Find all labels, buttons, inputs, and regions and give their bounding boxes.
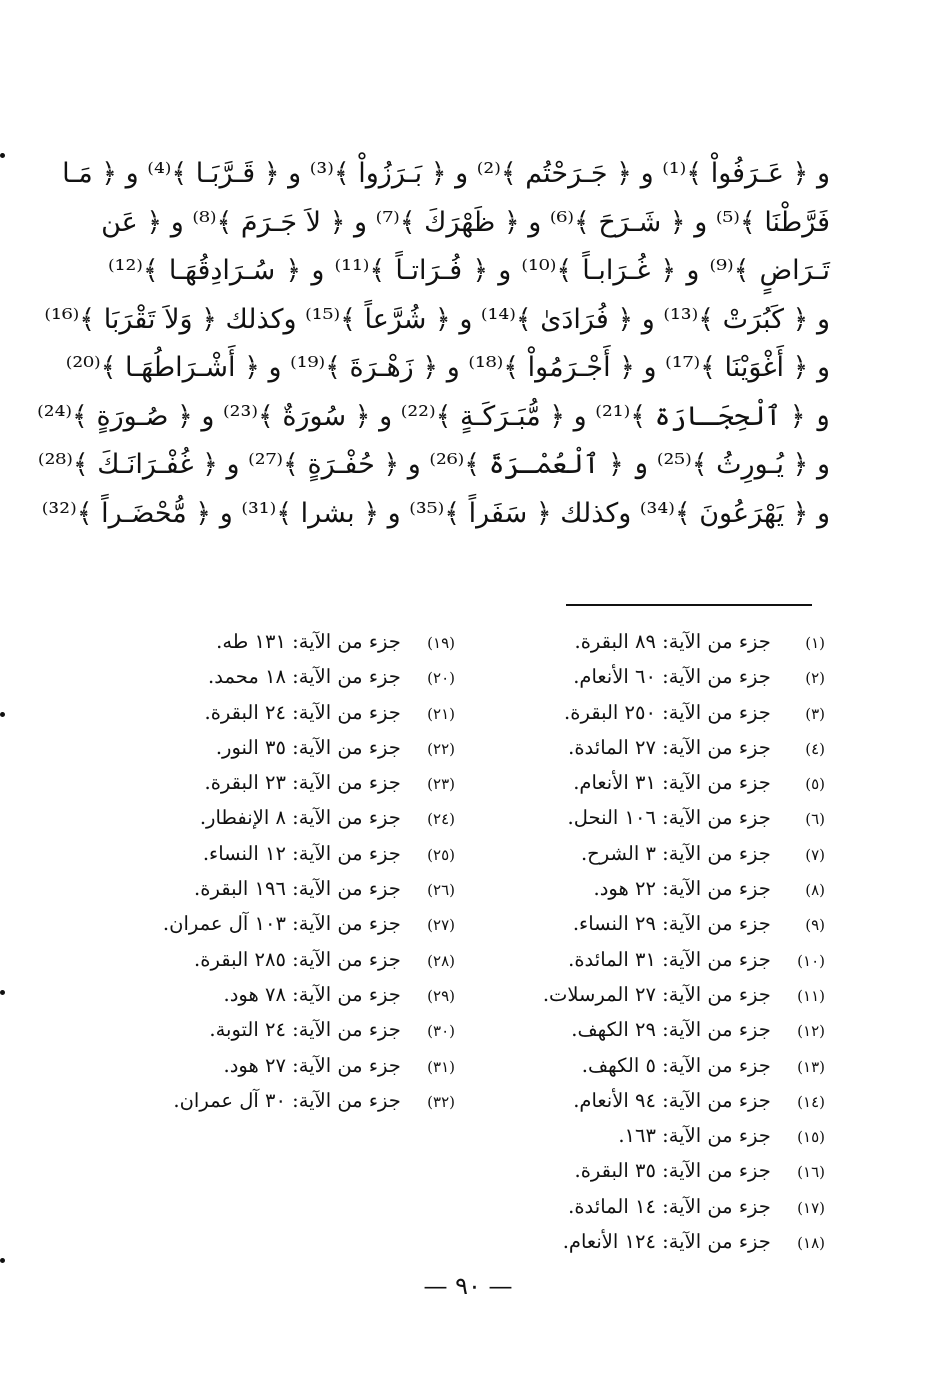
footnote-text: جزء من الآية: ٢٢ هود. <box>593 877 771 901</box>
footnote-item <box>90 624 455 659</box>
footnote-item <box>480 800 825 835</box>
main-text <box>37 150 830 538</box>
footnote-number: (١) <box>805 634 825 652</box>
footnote-text: جزء من الآية: ١٠٦ النحل. <box>567 806 771 830</box>
footnote-text: جزء من الآية: ٢٧ المرسلات. <box>542 982 771 1006</box>
footnote-text: جزء من الآية: ١٢ النساء. <box>202 841 401 865</box>
footnote-item <box>480 1083 825 1118</box>
footnote-item <box>480 871 825 906</box>
text-line: و ﴿ يُـورِثُ ﴾⁽²⁵⁾ و ﴿ ٱلْعُمْـرَةَ ﴾⁽²⁶⁾ و ﴿ حُفْـرَةٍ ﴾⁽²⁷⁾ و ﴿ غُفْـرَانَـكَ ﴾⁽²⁸⁾ <box>37 449 830 480</box>
footnote-number: (٢٨) <box>427 951 455 970</box>
text-line: و ﴿ عَـرَفُواْ ﴾⁽¹⁾ و ﴿ جَـرَحْتُم ﴾⁽²⁾ و ﴿ بَـرَزُواْ ﴾⁽³⁾ و ﴿ قَـرَّبَـا ﴾⁽⁴⁾ و ﴿ مَـا <box>62 158 830 189</box>
footnote-text: جزء من الآية: ٢٩ الكهف. <box>571 1018 771 1042</box>
footnote-number: (١٦) <box>797 1163 825 1182</box>
footnote-text: جزء من الآية: ٢٧ هود. <box>223 1053 401 1077</box>
footnote-number: (٣) <box>805 704 825 723</box>
footnote-number: (٩) <box>805 916 825 935</box>
margin-mark <box>0 712 5 717</box>
footnote-number: (٨) <box>805 881 825 900</box>
footnote-item <box>90 800 455 835</box>
footnote-number: (٢٢) <box>427 739 455 758</box>
footnote-item <box>90 695 455 730</box>
footnote-item <box>480 836 825 871</box>
footnote-text: جزء من الآية: ٨٩ البقرة. <box>574 630 771 653</box>
footnote-number: (١٢) <box>797 1022 825 1041</box>
footnote-item <box>480 695 825 730</box>
footnote-item <box>480 1153 825 1188</box>
footnote-number: (٢٠) <box>427 669 455 688</box>
footnote-text: جزء من الآية: ١٦٣. <box>618 1124 771 1148</box>
footnote-item <box>480 977 825 1012</box>
footnote-number: (٦) <box>805 810 825 829</box>
footnote-number: (٢٣) <box>427 775 455 794</box>
footnote-item <box>90 906 455 941</box>
footnote-text: جزء من الآية: ٩٤ الأنعام. <box>573 1088 771 1112</box>
footnote-item <box>480 1118 825 1153</box>
footnote-item <box>90 871 455 906</box>
footnote-text: جزء من الآية: ٢٩ النساء. <box>572 912 771 936</box>
footnote-number: (١٠) <box>797 951 825 970</box>
footnote-item <box>480 1189 825 1224</box>
footnotes-right-column <box>480 624 825 1259</box>
footnote-item <box>480 765 825 800</box>
footnote-item <box>480 942 825 977</box>
footnote-number: (٧) <box>805 845 825 864</box>
footnote-text: جزء من الآية: ٧٨ هود. <box>223 982 401 1006</box>
footnote-item <box>480 1224 825 1259</box>
footnote-number: (٥) <box>805 775 825 794</box>
footnote-number: (١٨) <box>797 1234 825 1253</box>
footnote-item <box>480 659 825 694</box>
footnote-item <box>480 730 825 765</box>
footnote-separator <box>566 604 812 606</box>
footnote-text: جزء من الآية: ١٤ المائدة. <box>568 1194 771 1218</box>
footnote-text: جزء من الآية: ٨ الإنفطار. <box>199 806 401 830</box>
footnote-text: جزء من الآية: ١٩٦ البقرة. <box>194 877 401 901</box>
footnote-number: (٢) <box>805 669 825 688</box>
footnote-item <box>480 1012 825 1047</box>
footnote-text: جزء من الآية: ٢٣ البقرة. <box>204 771 401 795</box>
footnote-number: (١٣) <box>797 1057 825 1076</box>
footnote-item <box>480 1048 825 1083</box>
footnote-number: (٣٢) <box>427 1092 455 1111</box>
footnote-text: جزء من الآية: ٣٥ البقرة. <box>574 1159 771 1183</box>
footnote-item <box>90 1048 455 1083</box>
footnote-number: (٢٤) <box>427 810 455 829</box>
text-line: فَرَّطْنَا ﴾⁽⁵⁾ و ﴿ شَـرَحَ ﴾⁽⁶⁾ و ﴿ ظَهْرَكَ ﴾⁽⁷⁾ و ﴿ لاَ جَـرَمَ ﴾⁽⁸⁾ و ﴿ عَن <box>101 206 830 238</box>
footnote-item <box>90 1083 455 1118</box>
footnote-text: جزء من الآية: ١٠٣ آل عمران. <box>162 912 401 936</box>
footnote-text: جزء من الآية: ٣ الشرح. <box>580 841 771 865</box>
margin-mark <box>0 153 5 158</box>
text-line: و ﴿ يَهْرَعُونَ ﴾⁽³⁴⁾ وكذلك ﴿ سَفَراً ﴾⁽³⁵⁾ و ﴿ بشرا ﴾⁽³¹⁾ و ﴿ مُّحْضَـراً ﴾⁽³²⁾ <box>41 497 830 529</box>
footnote-text: جزء من الآية: ٢٤ التوبة. <box>209 1018 401 1042</box>
footnote-text: جزء من الآية: ٢٤ البقرة. <box>204 700 401 724</box>
footnote-text: جزء من الآية: ٢٧ المائدة. <box>568 735 771 759</box>
text-line: و ﴿ كَبُرَتْ ﴾⁽¹³⁾ و ﴿ فُرَادَىٰ ﴾⁽¹⁴⁾ و ﴿ شُرَّعاً ﴾⁽¹⁵⁾ وكذلك ﴿ وَلاَ تَقْرَبَا ﴾⁽¹⁶⁾ <box>44 303 830 335</box>
footnote-text: جزء من الآية: ٣٠ آل عمران. <box>173 1088 401 1112</box>
footnote-number: (٢١) <box>427 704 455 723</box>
footnote-item <box>480 624 825 659</box>
page-number: — ٩٠ — <box>423 1272 513 1300</box>
footnote-item <box>90 977 455 1012</box>
footnote-text: جزء من الآية: ٢٥٠ البقرة. <box>564 700 771 724</box>
footnote-number: (١٤) <box>797 1092 825 1111</box>
footnote-text: جزء من الآية: ١٢٤ الأنعام. <box>562 1230 771 1254</box>
footnote-text: جزء من الآية: ٢٨٥ البقرة. <box>194 947 401 971</box>
footnote-number: (٣٠) <box>427 1022 455 1041</box>
footnote-number: (٤) <box>805 739 825 758</box>
footnote-text: جزء من الآية: ١٨ محمد. <box>208 665 401 689</box>
footnote-text: جزء من الآية: ١٣١ طه. <box>216 630 401 653</box>
footnote-item <box>90 942 455 977</box>
footnotes-left-column <box>90 624 455 1118</box>
footnote-text: جزء من الآية: ٣١ الأنعام. <box>573 771 771 795</box>
text-line: و ﴿ ٱلْحِجَـارَة ﴾⁽²¹⁾ و ﴿ مُّبَـرَكَـةٍ ﴾⁽²²⁾ و ﴿ سُورَةٌ ﴾⁽²³⁾ و ﴿ صُـورَةٍ ﴾⁽²⁴⁾ <box>37 400 830 432</box>
footnote-item <box>90 1012 455 1047</box>
footnote-number: (٢٥) <box>427 845 455 864</box>
margin-mark <box>0 990 5 995</box>
footnote-number: (٢٧) <box>427 916 455 935</box>
footnote-number: (٢٦) <box>427 881 455 900</box>
footnote-number: (١٥) <box>797 1128 825 1147</box>
text-line: تَـرَاضٍ ﴾⁽⁹⁾ و ﴿ غُـرَابـاً ﴾⁽¹⁰⁾ و ﴿ فُـرَاتـاً ﴾⁽¹¹⁾ و ﴿ سُـرَادِقُهَـا ﴾⁽¹²⁾ <box>108 255 830 286</box>
footnote-text: جزء من الآية: ٣٥ النور. <box>215 735 401 759</box>
footnote-item <box>90 659 455 694</box>
footnote-text: جزء من الآية: ٥ الكهف. <box>581 1053 771 1077</box>
margin-mark <box>0 1258 5 1263</box>
footnote-item <box>90 836 455 871</box>
footnote-number: (١٧) <box>797 1198 825 1217</box>
footnote-item <box>480 906 825 941</box>
footnote-number: (٢٩) <box>427 986 455 1005</box>
footnote-text: جزء من الآية: ٦٠ الأنعام. <box>573 665 771 689</box>
footnote-number: (٣١) <box>427 1057 455 1076</box>
footnote-item <box>90 730 455 765</box>
footnote-number: (١٩) <box>427 634 455 652</box>
footnote-item <box>90 765 455 800</box>
footnote-text: جزء من الآية: ٣١ المائدة. <box>568 947 771 971</box>
footnote-number: (١١) <box>797 986 825 1005</box>
text-line: و ﴿ أَغْوَيْنَا ﴾⁽¹⁷⁾ و ﴿ أَجْـرَمُواْ ﴾⁽¹⁸⁾ و ﴿ زَهْـرَةَ ﴾⁽¹⁹⁾ و ﴿ أَشْـرَاطُهَـا ﴾⁽²⁰⁾ <box>65 352 830 383</box>
